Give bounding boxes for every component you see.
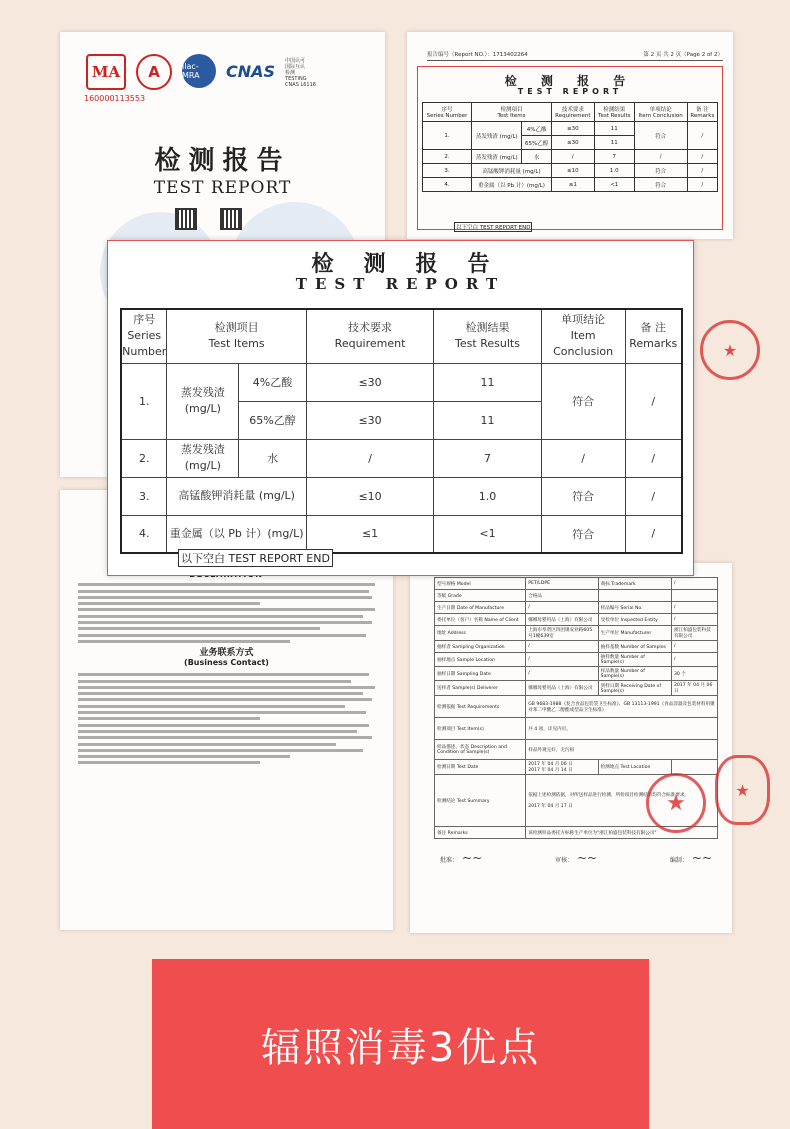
red-seal-stamp: ★ bbox=[700, 320, 760, 380]
test-item: 高锰酸钾消耗量 (mg/L) bbox=[167, 477, 306, 515]
cma-logo: MA bbox=[86, 54, 126, 90]
table-cell: 技术要求 Requirement bbox=[551, 103, 594, 122]
declaration-text bbox=[78, 580, 381, 646]
requirement-value: ≤30 bbox=[306, 401, 434, 439]
row-number: 2. bbox=[121, 439, 167, 477]
red-seal-stamp: ★ bbox=[715, 755, 770, 825]
table-cell: 2. bbox=[423, 150, 472, 164]
certificate-number: 160000113553 bbox=[84, 94, 146, 103]
table-cell: / bbox=[687, 178, 717, 192]
requirement-value: / bbox=[306, 439, 434, 477]
requirement-value: ≤30 bbox=[306, 363, 434, 401]
report-page-3 bbox=[410, 563, 732, 933]
row-number: 1. bbox=[121, 363, 167, 439]
section-banner bbox=[152, 959, 649, 1129]
row-number: 3. bbox=[121, 477, 167, 515]
table-cell: 11 bbox=[594, 136, 634, 150]
table-cell: / bbox=[551, 150, 594, 164]
cnas-text bbox=[285, 58, 316, 88]
page2-results-table bbox=[422, 102, 718, 192]
table-cell: 1.0 bbox=[594, 164, 634, 178]
table-cell: 65%乙醇 bbox=[522, 136, 551, 150]
result-value: <1 bbox=[434, 515, 541, 553]
result-value: 11 bbox=[434, 363, 541, 401]
table-cell: 蒸发残渣 (mg/L) bbox=[472, 122, 522, 150]
table-cell: 符合 bbox=[634, 164, 687, 178]
table-cell: 4. bbox=[423, 178, 472, 192]
verifier-signature: ~~ bbox=[576, 851, 598, 865]
table-cell: 11 bbox=[594, 122, 634, 136]
table-cell: / bbox=[687, 122, 717, 150]
table-cell: 检测项目 Test Items bbox=[472, 103, 552, 122]
certification-logos bbox=[86, 54, 316, 90]
cnas-text-line: 中国认可 bbox=[285, 58, 306, 64]
approver-signature: ~~ bbox=[462, 851, 483, 865]
table-cell: / bbox=[687, 150, 717, 164]
page-label: 第 2 页 共 2 页（Page 2 of 2） bbox=[643, 52, 723, 58]
approved-label: 批准： bbox=[440, 857, 459, 864]
conclusion-value: / bbox=[541, 439, 625, 477]
table-cell: 蒸发残渣 (mg/L) bbox=[472, 150, 522, 164]
compiled-label: 编制： bbox=[669, 857, 688, 864]
cover-title-en: TEST REPORT bbox=[153, 178, 292, 198]
header-requirement: 技术要求 Requirement bbox=[306, 309, 434, 363]
test-item: 重金属（以 Pb 计）(mg/L) bbox=[167, 515, 306, 553]
conclusion-value: 符合 bbox=[541, 477, 625, 515]
table-cell: 3. bbox=[423, 164, 472, 178]
table-cell: 1. bbox=[423, 122, 472, 150]
table-cell: <1 bbox=[594, 178, 634, 192]
remark-value: / bbox=[625, 477, 682, 515]
cnas-logo: CNAS bbox=[226, 62, 276, 81]
table-cell: ≤1 bbox=[551, 178, 594, 192]
report-no: 1713402264 bbox=[492, 52, 528, 58]
table-cell: 单项结论 Item Conclusion bbox=[634, 103, 687, 122]
test-item: 蒸发残渣 (mg/L) bbox=[167, 363, 239, 439]
test-sub-item: 65%乙醇 bbox=[239, 401, 307, 439]
header-item-conclusion: 单项结论 Item Conclusion bbox=[541, 309, 625, 363]
cnas-text-line: CNAS L6116 bbox=[285, 82, 316, 88]
business-contact-title: 业务联系方式 bbox=[199, 648, 254, 658]
test-sub-item: 4%乙酸 bbox=[239, 363, 307, 401]
result-value: 11 bbox=[434, 401, 541, 439]
signature-row bbox=[440, 851, 712, 865]
conclusion-value: 符合 bbox=[541, 363, 625, 439]
cnas-text-line: 检测 bbox=[285, 70, 296, 76]
qr-code-icon bbox=[175, 208, 197, 230]
business-contact-text bbox=[78, 670, 381, 768]
table-cell: ≤30 bbox=[551, 136, 594, 150]
banner-text: 辐照消毒3优点 bbox=[260, 1024, 541, 1071]
report-no-label: 报告编号（Report NO.）： bbox=[427, 52, 493, 58]
table-cell: / bbox=[634, 150, 687, 164]
table-cell: 备 注 Remarks bbox=[687, 103, 717, 122]
cnas-text-line: TESTING bbox=[285, 76, 307, 82]
table-row bbox=[121, 439, 682, 477]
requirement-value: ≤10 bbox=[306, 477, 434, 515]
requirement-value: ≤1 bbox=[306, 515, 434, 553]
compiler-signature: ~~ bbox=[691, 851, 712, 865]
result-value: 7 bbox=[434, 439, 541, 477]
qr-code-icon bbox=[220, 208, 242, 230]
cal-logo: A bbox=[136, 54, 172, 90]
table-cell: ≤30 bbox=[551, 122, 594, 136]
table-cell: 序号 Series Number bbox=[423, 103, 472, 122]
sample-info-table: 型号规格 Model PET/LDPE 商标 Trademark / 等级 Grade 合格品 生产日期 Date of Manufacture / 样品编号 Serial No. / 委托单位（客户）名称 Name of Client 娜娜母婴用品（上海）有限公司 受检单位 Inspected Entity / 地址 Address 上海市奉贤区四团镇安业路605号1幢639室 生产单位 Manufacturer 浙江柏盛包装科技有限公司 抽样者 Sampling Organization / 抽样基数 Number of Samples / 抽样地点 Sample Location / 抽样数量 Number of Sample(s) / 抽样日期 Sampling Date / 样品数量 Number of Sample(s) 30 个 送样者 Sample(s) Deliverer 娜娜母婴用品（上海）有限公司 到样日期 Receiving Date of Sample(s) 2017 年 04 月 06 日 检测依据 Test Requirements GB 9683-1988《复合食品包装袋卫生标准》、GB 13113-1991《食品容器及包装材料用聚对苯二甲酸乙二醇酯成型品卫生标准》 检测项目 Test Item(s) 共 4 项，详见内页。 样品描述、状态 Description and Condition of Sample(s) 样品外观完好，无污损 检测日期 Test Date 2017 年 04 月 06 日 2017 年 04 月 14 日 检测地点 Test Location 检测结论 Test Summary 依据上述检测依据，对所送样品进行检测，所检项目检测结果均符合标准要求。 2017 年 04 月 17 日 备注 Remarks 该检测样品委托方标称生产单位为"浙江柏盛包装科技有限公司" bbox=[434, 577, 718, 839]
remark-value: / bbox=[625, 515, 682, 553]
table-cell: 符合 bbox=[634, 178, 687, 192]
red-seal-stamp: ★ bbox=[646, 773, 706, 833]
business-contact-subtitle: (Business Contact) bbox=[184, 658, 269, 667]
table-header-row bbox=[121, 309, 682, 363]
table-cell: / bbox=[687, 164, 717, 178]
main-title-en: TEST REPORT bbox=[295, 275, 506, 293]
page2-end-note: 以下空白 TEST REPORT END bbox=[454, 222, 532, 232]
main-title-cn: 检测报告 bbox=[311, 252, 520, 277]
table-cell: 检测结果 Test Results bbox=[594, 103, 634, 122]
page2-title-en: TEST REPORT bbox=[517, 87, 623, 96]
header-series: 序号 Series Number bbox=[121, 309, 167, 363]
test-sub-item: 水 bbox=[239, 439, 307, 477]
cover-title-cn: 检测报告 bbox=[154, 146, 291, 176]
table-cell: 重金属（以 Pb 计）(mg/L) bbox=[472, 178, 552, 192]
test-item: 蒸发残渣 (mg/L) bbox=[167, 439, 239, 477]
page2-title-cn: 检 测 报 告 bbox=[504, 74, 636, 88]
verified-label: 审核： bbox=[554, 857, 573, 864]
result-value: 1.0 bbox=[434, 477, 541, 515]
table-cell: 符合 bbox=[634, 122, 687, 150]
header-test-results: 检测结果 Test Results bbox=[434, 309, 541, 363]
row-number: 4. bbox=[121, 515, 167, 553]
page-header bbox=[427, 50, 723, 61]
table-row bbox=[121, 363, 682, 401]
table-cell: 水 bbox=[522, 150, 551, 164]
conclusion-value: 符合 bbox=[541, 515, 625, 553]
table-cell: 高锰酸钾消耗量 (mg/L) bbox=[472, 164, 552, 178]
table-row bbox=[121, 477, 682, 515]
ilac-logo: ilac-MRA bbox=[182, 54, 216, 88]
remark-value: / bbox=[625, 439, 682, 477]
report-page-2 bbox=[407, 32, 733, 239]
cnas-text-line: 国际互认 bbox=[285, 64, 306, 70]
table-cell: 4%乙酸 bbox=[522, 122, 551, 136]
report-end-note: 以下空白 TEST REPORT END bbox=[178, 549, 333, 567]
remark-value: / bbox=[625, 363, 682, 439]
header-remarks: 备 注 Remarks bbox=[625, 309, 682, 363]
test-results-table bbox=[120, 308, 683, 554]
table-cell: ≤10 bbox=[551, 164, 594, 178]
enlarged-test-report bbox=[107, 240, 694, 576]
table-row bbox=[121, 515, 682, 553]
table-cell: 7 bbox=[594, 150, 634, 164]
header-test-items: 检测项目 Test Items bbox=[167, 309, 306, 363]
